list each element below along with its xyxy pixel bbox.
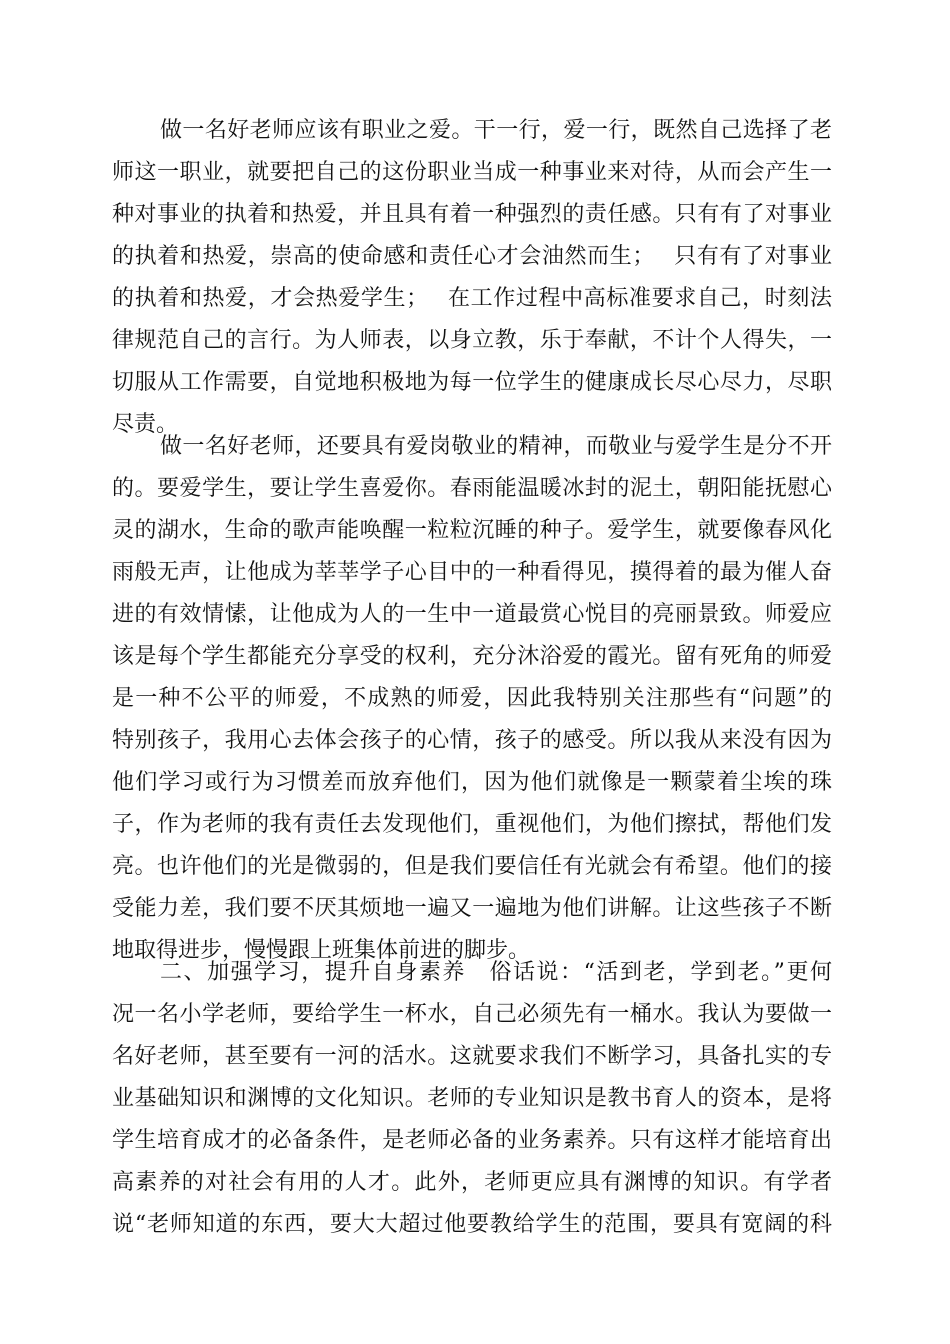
paragraph-dedication <box>112 426 832 972</box>
text-line: 的执着和热爱，才会热爱学生； 在工作过程中高标准要求自己，时刻法 <box>112 286 832 311</box>
text-line: 律规范自己的言行。为人师表，以身立教，乐于奉献，不计个人得失，一 <box>112 328 832 353</box>
text-line: 是一种不公平的师爱，不成熟的师爱，因此我特别关注那些有“问题”的 <box>112 686 832 711</box>
paragraph-continuous-learning <box>112 952 832 1246</box>
text-line: 受能力差，我们要不厌其烦地一遍又一遍地为他们讲解。让这些孩子不断 <box>112 896 832 921</box>
text-line: 特别孩子，我用心去体会孩子的心情，孩子的感受。所以我从来没有因为 <box>112 728 832 753</box>
text-line: 地取得进步，慢慢跟上班集体前进的脚步。 <box>112 938 531 963</box>
paragraph-professional-love <box>112 110 832 446</box>
text-line: 雨般无声，让他成为莘莘学子心目中的一种看得见，摸得着的最为催人奋 <box>112 560 832 585</box>
text-line: 做一名好老师，还要具有爱岗敬业的精神，而敬业与爱学生是分不开 <box>160 434 832 459</box>
text-line: 尽责。 <box>112 412 179 437</box>
text-line: 业基础知识和渊博的文化知识。老师的专业知识是教书育人的资本，是将 <box>112 1086 832 1111</box>
text-line: 子，作为老师的我有责任去发现他们，重视他们，为他们擦拭，帮他们发 <box>112 812 832 837</box>
text-line: 灵的湖水，生命的歌声能唤醒一粒粒沉睡的种子。爱学生，就要像春风化 <box>112 518 832 543</box>
text-line: 名好老师，甚至要有一河的活水。这就要求我们不断学习，具备扎实的专 <box>112 1044 832 1069</box>
text-line: 做一名好老师应该有职业之爱。干一行，爱一行，既然自己选择了老 <box>160 118 832 143</box>
text-line: 进的有效情愫，让他成为人的一生中一道最赏心悦目的亮丽景致。师爱应 <box>112 602 832 627</box>
text-line: 的执着和热爱，崇高的使命感和责任心才会油然而生； 只有有了对事业 <box>112 244 832 269</box>
text-line: 学生培育成才的必备条件，是老师必备的业务素养。只有这样才能培育出 <box>112 1128 832 1153</box>
text-line: 切服从工作需要，自觉地积极地为每一位学生的健康成长尽心尽力，尽职 <box>112 370 832 395</box>
text-line: 说“老师知道的东西，要大大超过他要教给学生的范围，要具有宽阔的科 <box>112 1212 832 1237</box>
text-line: 亮。也许他们的光是微弱的，但是我们要信任有光就会有希望。他们的接 <box>112 854 832 879</box>
text-line: 种对事业的执着和热爱，并且具有着一种强烈的责任感。只有有了对事业 <box>112 202 832 227</box>
text-line: 高素养的对社会有用的人才。此外，老师更应具有渊博的知识。有学者 <box>112 1170 832 1195</box>
text-line: 他们学习或行为习惯差而放弃他们，因为他们就像是一颗蒙着尘埃的珠 <box>112 770 832 795</box>
text-line: 师这一职业，就要把自己的这份职业当成一种事业来对待，从而会产生一 <box>112 160 832 185</box>
text-line: 的。要爱学生，要让学生喜爱你。春雨能温暖冰封的泥土，朝阳能抚慰心 <box>112 476 832 501</box>
text-line: 况一名小学老师，要给学生一杯水，自己必须先有一桶水。我认为要做一 <box>112 1002 832 1027</box>
text-line: 该是每个学生都能充分享受的权利，充分沐浴爱的霞光。留有死角的师爱 <box>112 644 832 669</box>
text-line: 二、加强学习，提升自身素养 俗话说：“活到老，学到老。”更何 <box>160 960 832 985</box>
